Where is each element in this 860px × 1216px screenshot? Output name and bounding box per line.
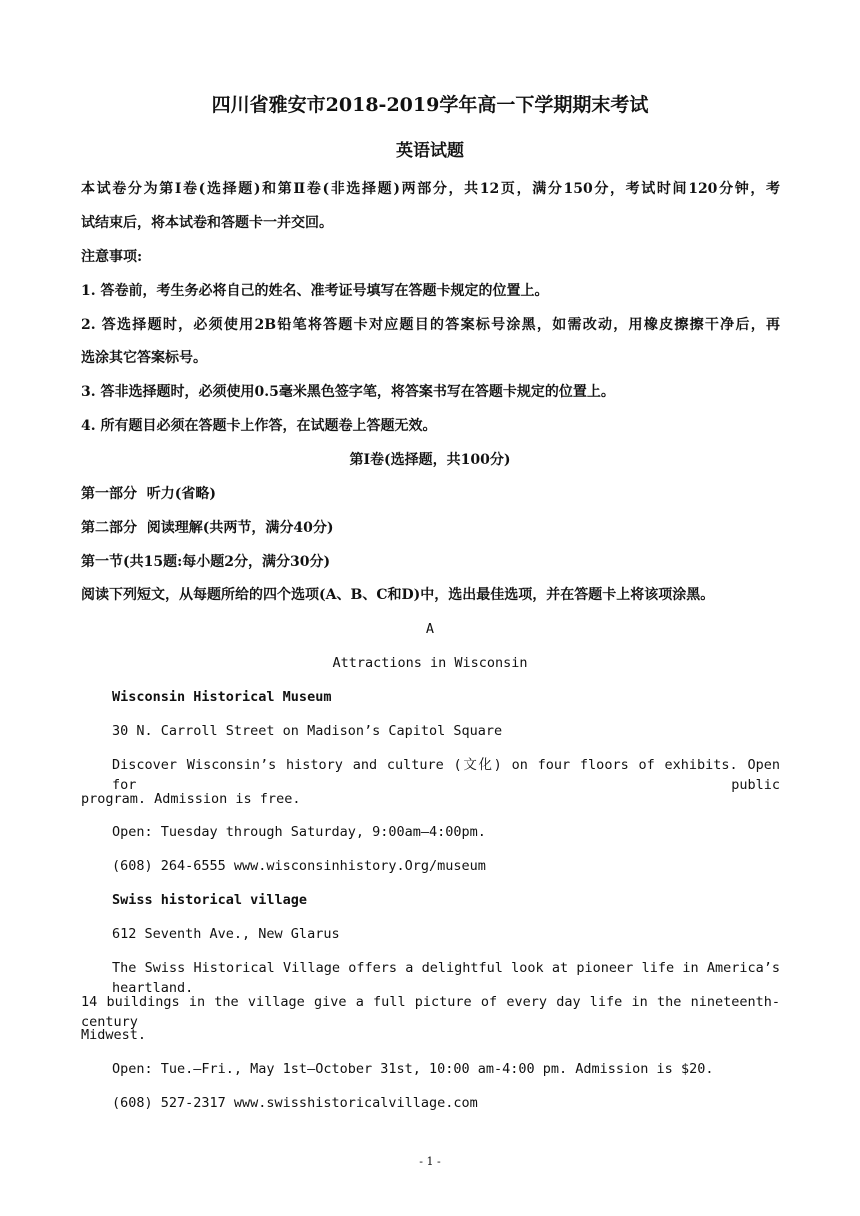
- exam-title: 四川省雅安市2018-2019学年高一下学期期末考试: [211, 94, 649, 116]
- village-hours: Open: Tue.—Fri., May 1st—October 31st, 10:00 am-4:00 pm. Admission is $20.: [112, 1061, 714, 1077]
- passage-letter: A: [425, 621, 435, 637]
- village-description-end: Midwest.: [81, 1027, 147, 1043]
- museum-address: 30 N. Carroll Street on Madison’s Capitol Square: [112, 723, 503, 739]
- museum-name: Wisconsin Historical Museum: [112, 689, 332, 705]
- village-description: The Swiss Historical Village offers a delightful look at pioneer life in America’s heartland.: [112, 960, 780, 996]
- village-name: Swiss historical village: [112, 892, 308, 908]
- exam-subtitle: 英语试题: [396, 141, 464, 161]
- note-item-1: 1. 答卷前，考生务必将自己的姓名、准考证号填写在答题卡规定的位置上。: [81, 283, 549, 299]
- museum-description-cont: program. Admission is free.: [81, 791, 301, 807]
- museum-description: Discover Wisconsin’s history and culture (文化) on four floors of exhibits. Open for public: [112, 757, 780, 793]
- museum-hours: Open: Tuesday through Saturday, 9:00am—4:00pm.: [112, 824, 486, 840]
- village-contact: (608) 527-2317 www.swisshistoricalvillage.com: [112, 1095, 478, 1111]
- intro-line-2: 试结束后，将本试卷和答题卡一并交回。: [81, 215, 333, 231]
- notes-heading: 注意事项:: [81, 249, 143, 265]
- museum-contact: (608) 264-6555 www.wisconsinhistory.Org/museum: [112, 858, 486, 874]
- village-address: 612 Seventh Ave., New Glarus: [112, 926, 340, 942]
- note-item-2: 2. 答选择题时，必须使用2B铅笔将答题卡对应题目的答案标号涂黑，如需改动，用橡皮擦擦干净后，再: [81, 317, 780, 333]
- part-2-heading: 第二部分 阅读理解(共两节，满分40分): [81, 520, 334, 536]
- page-number: - 1 -: [419, 1155, 441, 1168]
- section-1-heading: 第一节(共15题:每小题2分，满分30分): [81, 554, 331, 570]
- note-item-3: 3. 答非选择题时，必须使用0.5毫米黑色签字笔，将答案书写在答题卡规定的位置上。: [81, 384, 615, 400]
- intro-line-1: 本试卷分为第Ⅰ卷(选择题)和第Ⅱ卷(非选择题)两部分，共12页，满分150分，考试时间120分钟，考: [81, 181, 780, 197]
- note-item-4: 4. 所有题目必须在答题卡上作答，在试题卷上答题无效。: [81, 418, 437, 434]
- note-item-2-cont: 选涂其它答案标号。: [81, 350, 207, 366]
- reading-instructions: 阅读下列短文，从每题所给的四个选项(A、B、C和D)中，选出最佳选项，并在答题卡上将该项涂黑。: [81, 587, 715, 603]
- village-description-cont: 14 buildings in the village give a full picture of every day life in the nineteenth-century: [81, 994, 780, 1030]
- volume-heading: 第Ⅰ卷(选择题，共100分): [349, 452, 511, 468]
- part-1-heading: 第一部分 听力(省略): [81, 486, 216, 502]
- passage-heading: Attractions in Wisconsin: [332, 655, 528, 671]
